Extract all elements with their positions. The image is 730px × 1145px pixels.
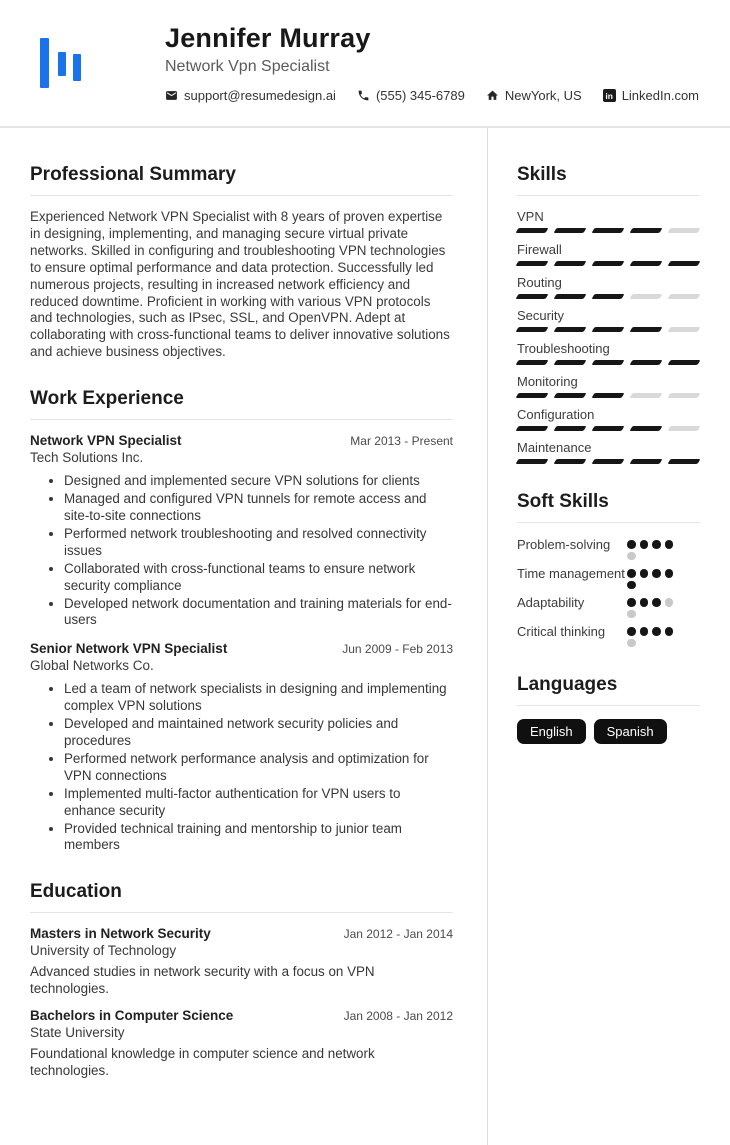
education-section bbox=[30, 881, 453, 1080]
contact-phone bbox=[357, 88, 465, 103]
skill-item bbox=[517, 341, 700, 365]
job-entry bbox=[30, 433, 453, 629]
school-name: State University bbox=[30, 1025, 125, 1041]
skill-bar-segment bbox=[592, 294, 625, 299]
skill-bar-segment bbox=[630, 393, 663, 398]
job-title: Senior Network VPN Specialist bbox=[30, 641, 228, 657]
skill-bar-segment bbox=[554, 360, 587, 365]
email-icon bbox=[165, 89, 178, 102]
person-name: Jennifer Murray bbox=[165, 23, 371, 53]
soft-skill-rating bbox=[627, 594, 674, 618]
rating-dot bbox=[665, 569, 674, 578]
skill-bar-segment bbox=[516, 393, 549, 398]
skill-bar-segment bbox=[516, 360, 549, 365]
rating-dot bbox=[627, 581, 636, 590]
job-dates: Mar 2013 - Present bbox=[350, 434, 453, 449]
skill-bar-segment bbox=[668, 426, 701, 431]
skill-bar-segment bbox=[668, 294, 701, 299]
resume-body bbox=[0, 128, 730, 1145]
skill-bar-segment bbox=[630, 426, 663, 431]
skill-level-bar bbox=[517, 360, 700, 365]
contact-linkedin-text: LinkedIn.com bbox=[621, 88, 700, 103]
skill-item bbox=[517, 374, 700, 398]
soft-skill-rating bbox=[627, 565, 674, 589]
job-bullet: • Performed network troubleshooting and resolved connectivity issues bbox=[64, 526, 453, 560]
skill-name: Troubleshooting bbox=[517, 341, 610, 356]
skill-bar-segment bbox=[668, 261, 701, 266]
rating-dot bbox=[652, 569, 661, 578]
skill-item bbox=[517, 275, 700, 299]
skill-bar-segment bbox=[554, 393, 587, 398]
skill-bar-segment bbox=[630, 327, 663, 332]
person-job-title: Network Vpn Specialist bbox=[165, 58, 330, 75]
skill-level-bar bbox=[517, 327, 700, 332]
degree-title: Bachelors in Computer Science bbox=[30, 1008, 234, 1024]
sidebar-column bbox=[487, 128, 730, 1145]
skill-name: Routing bbox=[517, 275, 562, 290]
skill-bar-segment bbox=[668, 228, 701, 233]
job-bullet-list bbox=[30, 681, 453, 854]
soft-skill-list bbox=[517, 536, 700, 647]
job-bullet: • Developed and maintained network security policies and procedures bbox=[64, 716, 453, 750]
job-bullet: • Developed network documentation and training materials for end-users bbox=[64, 596, 453, 630]
experience-heading: Work Experience bbox=[30, 388, 453, 420]
soft-skill-name: Problem-solving bbox=[517, 537, 611, 552]
rating-dot bbox=[640, 540, 649, 549]
rating-dot bbox=[627, 552, 636, 561]
rating-dot bbox=[627, 598, 636, 607]
degree-description: Advanced studies in network security with a focus on VPN technologies. bbox=[30, 964, 375, 997]
job-bullet: • Collaborated with cross-functional teams to ensure network security compliance bbox=[64, 561, 453, 595]
school-name: University of Technology bbox=[30, 943, 177, 959]
linkedin-icon: in bbox=[603, 89, 616, 102]
rating-dot bbox=[652, 627, 661, 636]
resume-header bbox=[0, 0, 730, 128]
job-entry bbox=[30, 641, 453, 854]
soft-skill-item bbox=[517, 565, 700, 589]
skill-level-bar bbox=[517, 459, 700, 464]
job-dates: Jun 2009 - Feb 2013 bbox=[342, 642, 453, 657]
rating-dot bbox=[640, 598, 649, 607]
soft-skill-item bbox=[517, 536, 700, 560]
rating-dot bbox=[640, 627, 649, 636]
skill-bar-segment bbox=[630, 228, 663, 233]
job-bullet: • Managed and configured VPN tunnels for remote access and site-to-site connections bbox=[64, 491, 453, 525]
language-pill: Spanish bbox=[594, 719, 667, 744]
skill-level-bar bbox=[517, 261, 700, 266]
rating-dot bbox=[627, 540, 636, 549]
job-bullet: • Provided technical training and mentorship to junior team members bbox=[64, 821, 453, 855]
skill-level-bar bbox=[517, 294, 700, 299]
job-bullet: • Implemented multi-factor authentication for VPN users to enhance security bbox=[64, 786, 453, 820]
contact-email bbox=[165, 88, 336, 103]
rating-dot bbox=[665, 540, 674, 549]
skill-item bbox=[517, 242, 700, 266]
rating-dot bbox=[652, 540, 661, 549]
skill-bar-segment bbox=[592, 327, 625, 332]
education-entry bbox=[30, 1008, 453, 1080]
skill-bar-segment bbox=[554, 426, 587, 431]
skill-bar-segment bbox=[516, 426, 549, 431]
skill-item bbox=[517, 440, 700, 464]
soft-skills-section bbox=[517, 491, 700, 647]
soft-skill-name: Time management bbox=[517, 566, 625, 581]
contact-row bbox=[165, 88, 730, 103]
contact-location-text: NewYork, US bbox=[504, 88, 582, 103]
education-list bbox=[30, 926, 453, 1080]
skills-section bbox=[517, 164, 700, 464]
skill-name: Configuration bbox=[517, 407, 595, 422]
skill-bar-segment bbox=[592, 393, 625, 398]
rating-dot bbox=[627, 639, 636, 648]
contact-location bbox=[486, 88, 582, 103]
skill-name: Monitoring bbox=[517, 374, 578, 389]
skill-bar-segment bbox=[630, 294, 663, 299]
degree-dates: Jan 2008 - Jan 2012 bbox=[343, 1009, 453, 1024]
job-bullet-list bbox=[30, 473, 453, 629]
skill-name: Security bbox=[517, 308, 564, 323]
skill-level-bar bbox=[517, 228, 700, 233]
skill-bar-segment bbox=[516, 228, 549, 233]
skill-bar-segment bbox=[516, 294, 549, 299]
job-list bbox=[30, 433, 453, 854]
summary-heading: Professional Summary bbox=[30, 164, 453, 196]
rating-dot bbox=[652, 598, 661, 607]
contact-email-text: support@resumedesign.ai bbox=[184, 88, 336, 103]
skill-bar-segment bbox=[554, 228, 587, 233]
skill-bar-segment bbox=[554, 327, 587, 332]
contact-phone-text: (555) 345-6789 bbox=[375, 88, 465, 103]
language-pill: English bbox=[517, 719, 586, 744]
rating-dot bbox=[627, 610, 636, 619]
skill-level-bar bbox=[517, 393, 700, 398]
soft-skill-name: Adaptability bbox=[517, 595, 585, 610]
skill-bar-segment bbox=[592, 228, 625, 233]
skill-bar-segment bbox=[668, 327, 701, 332]
contact-linkedin bbox=[603, 88, 699, 103]
skill-bar-segment bbox=[554, 294, 587, 299]
skill-bar-segment bbox=[592, 360, 625, 365]
skill-bar-segment bbox=[668, 459, 701, 464]
brand-logo-icon bbox=[40, 36, 85, 88]
skill-bar-segment bbox=[630, 459, 663, 464]
skill-bar-segment bbox=[516, 261, 549, 266]
skill-bar-segment bbox=[668, 393, 701, 398]
skill-bar-segment bbox=[668, 360, 701, 365]
soft-skill-name: Critical thinking bbox=[517, 624, 606, 639]
phone-icon bbox=[357, 89, 370, 102]
skill-bar-segment bbox=[516, 459, 549, 464]
soft-skills-heading: Soft Skills bbox=[517, 491, 700, 523]
skill-list bbox=[517, 209, 700, 464]
rating-dot bbox=[627, 569, 636, 578]
education-entry bbox=[30, 926, 453, 998]
skill-bar-segment bbox=[592, 459, 625, 464]
skill-bar-segment bbox=[516, 327, 549, 332]
degree-title: Masters in Network Security bbox=[30, 926, 211, 942]
rating-dot bbox=[627, 627, 636, 636]
skill-bar-segment bbox=[630, 360, 663, 365]
soft-skill-rating bbox=[627, 536, 674, 560]
skill-name: Maintenance bbox=[517, 440, 592, 455]
rating-dot bbox=[665, 627, 674, 636]
skill-bar-segment bbox=[592, 426, 625, 431]
education-heading: Education bbox=[30, 881, 453, 913]
logo-bar bbox=[40, 38, 49, 88]
summary-section bbox=[30, 164, 453, 361]
main-column bbox=[0, 128, 487, 1145]
rating-dot bbox=[640, 569, 649, 578]
skill-name: Firewall bbox=[517, 242, 562, 257]
job-bullet: • Led a team of network specialists in designing and implementing complex VPN solutions bbox=[64, 681, 453, 715]
language-list bbox=[517, 719, 700, 744]
job-bullet: • Performed network performance analysis and optimization for VPN connections bbox=[64, 751, 453, 785]
skill-name: VPN bbox=[517, 209, 544, 224]
skill-level-bar bbox=[517, 426, 700, 431]
skill-bar-segment bbox=[630, 261, 663, 266]
rating-dot bbox=[665, 598, 674, 607]
soft-skill-item bbox=[517, 623, 700, 647]
soft-skill-item bbox=[517, 594, 700, 618]
skills-heading: Skills bbox=[517, 164, 700, 196]
languages-heading: Languages bbox=[517, 674, 700, 706]
skill-item bbox=[517, 407, 700, 431]
job-company: Tech Solutions Inc. bbox=[30, 450, 144, 466]
skill-bar-segment bbox=[554, 261, 587, 266]
skill-item bbox=[517, 209, 700, 233]
skill-bar-segment bbox=[592, 261, 625, 266]
degree-dates: Jan 2012 - Jan 2014 bbox=[343, 927, 453, 942]
experience-section bbox=[30, 388, 453, 854]
degree-description: Foundational knowledge in computer science and network technologies. bbox=[30, 1046, 375, 1079]
languages-section bbox=[517, 674, 700, 744]
skill-bar-segment bbox=[554, 459, 587, 464]
soft-skill-rating bbox=[627, 623, 674, 647]
skill-item bbox=[517, 308, 700, 332]
job-title: Network VPN Specialist bbox=[30, 433, 182, 449]
summary-text: Experienced Network VPN Specialist with 8 years of proven expertise in designing, implementing, and managing secure virtual private networks. Skilled in configuring and troubleshooting VPN technologies to ensure optimal performance and data protection. Successfully led numerous projects, resulting in increased network efficiency and reduced downtime. Proficient in working with various VPN protocols and technologies, such as IPsec, SSL, and OpenVPN. Adept at collaborating with cross-functional teams to deliver innovative solutions and achieve business objectives. bbox=[30, 209, 450, 360]
logo-bar bbox=[73, 54, 81, 81]
logo-bar bbox=[58, 52, 66, 76]
job-bullet: • Designed and implemented secure VPN solutions for clients bbox=[64, 473, 453, 490]
job-company: Global Networks Co. bbox=[30, 658, 154, 674]
home-icon bbox=[486, 89, 499, 102]
